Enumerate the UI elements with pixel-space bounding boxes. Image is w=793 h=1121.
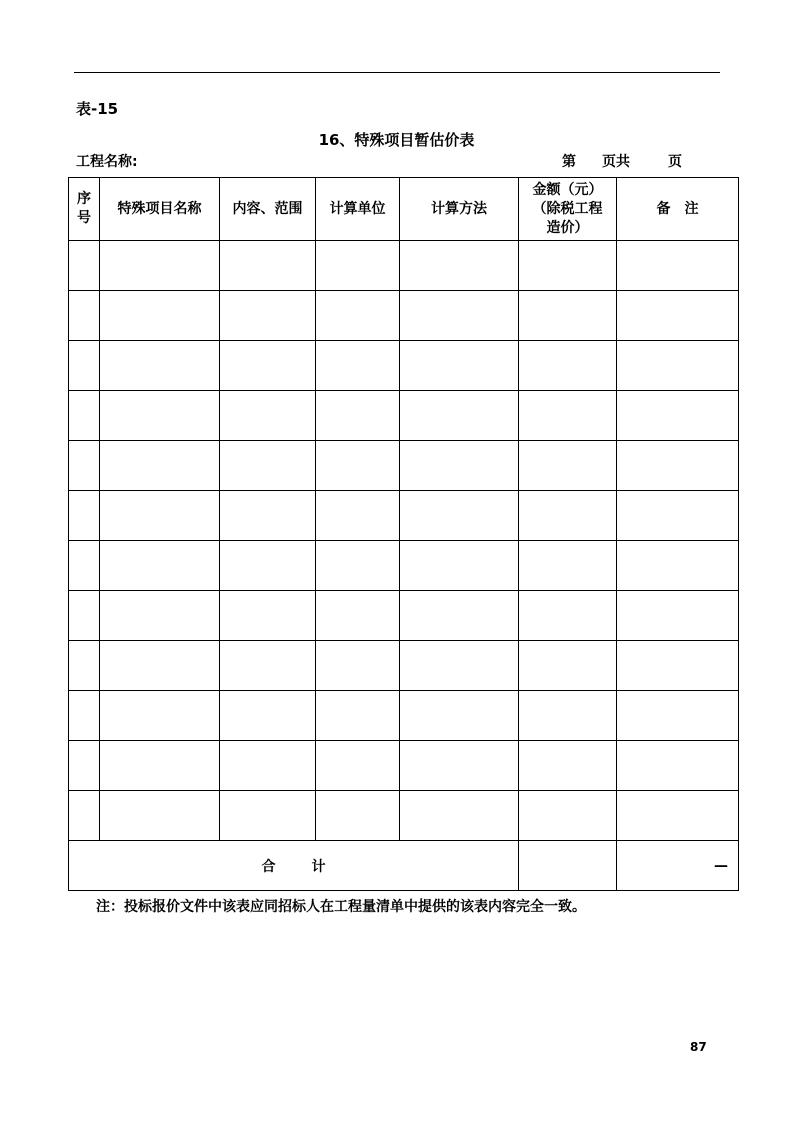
total-label xyxy=(69,841,519,891)
col-method-header: 计算方法 xyxy=(400,178,519,241)
page-title: 16、特殊项目暂估价表 xyxy=(318,131,475,149)
table-row xyxy=(69,641,739,691)
table-cell[interactable] xyxy=(400,391,519,441)
footnote: 注：投标报价文件中该表应同招标人在工程量清单中提供的该表内容完全一致。 xyxy=(96,899,586,915)
table-cell[interactable] xyxy=(316,541,400,591)
table-cell[interactable] xyxy=(617,291,739,341)
table-cell[interactable] xyxy=(617,241,739,291)
table-cell[interactable] xyxy=(400,591,519,641)
table-row xyxy=(69,791,739,841)
table-cell[interactable] xyxy=(617,741,739,791)
table-row xyxy=(69,441,739,491)
table-cell[interactable] xyxy=(617,691,739,741)
table-cell[interactable] xyxy=(400,491,519,541)
table-cell[interactable] xyxy=(220,341,316,391)
table-cell[interactable] xyxy=(100,541,220,591)
table-cell[interactable] xyxy=(220,391,316,441)
table-cell[interactable] xyxy=(400,341,519,391)
table-cell[interactable] xyxy=(617,591,739,641)
col-item-name-header: 特殊项目名称 xyxy=(100,178,220,241)
table-row xyxy=(69,291,739,341)
table-cell[interactable] xyxy=(100,791,220,841)
header-row xyxy=(69,178,739,241)
table-cell[interactable] xyxy=(316,291,400,341)
table-cell[interactable] xyxy=(400,241,519,291)
page-number: 87 xyxy=(690,1040,707,1054)
table-cell[interactable] xyxy=(220,541,316,591)
col-amount-line2: （除税工程 xyxy=(532,200,603,217)
table-cell[interactable] xyxy=(100,391,220,441)
table-cell[interactable] xyxy=(316,241,400,291)
table-cell[interactable] xyxy=(69,241,100,291)
table-row xyxy=(69,591,739,641)
table-cell[interactable] xyxy=(69,291,100,341)
table-cell[interactable] xyxy=(220,691,316,741)
table-cell[interactable] xyxy=(69,541,100,591)
table-cell[interactable] xyxy=(617,341,739,391)
table-cell[interactable] xyxy=(69,391,100,441)
table-cell[interactable] xyxy=(316,341,400,391)
table-cell[interactable] xyxy=(220,641,316,691)
table-cell[interactable] xyxy=(617,541,739,591)
table-cell[interactable] xyxy=(69,741,100,791)
table-row xyxy=(69,491,739,541)
table-cell[interactable] xyxy=(519,241,617,291)
table-cell[interactable] xyxy=(220,591,316,641)
table-cell[interactable] xyxy=(400,441,519,491)
table-label: 表-15 xyxy=(76,100,119,118)
page-prefix: 第 xyxy=(562,154,576,170)
table-row xyxy=(69,391,739,441)
total-remark-dash: — xyxy=(617,841,739,891)
col-seq-header xyxy=(69,178,100,241)
table-row xyxy=(69,241,739,291)
col-amount-line1: 金额（元） xyxy=(532,181,603,198)
table-cell[interactable] xyxy=(617,391,739,441)
table-cell[interactable] xyxy=(519,791,617,841)
col-seq-line1: 序 xyxy=(77,191,91,207)
table-cell[interactable] xyxy=(220,241,316,291)
col-unit-header: 计算单位 xyxy=(316,178,400,241)
table-cell[interactable] xyxy=(316,791,400,841)
table-cell[interactable] xyxy=(100,491,220,541)
table-cell[interactable] xyxy=(400,791,519,841)
table-cell[interactable] xyxy=(220,491,316,541)
table-cell[interactable] xyxy=(316,491,400,541)
table-cell[interactable] xyxy=(316,591,400,641)
table-cell[interactable] xyxy=(220,291,316,341)
table-row xyxy=(69,741,739,791)
table-cell[interactable] xyxy=(316,741,400,791)
page-middle: 页共 xyxy=(602,154,630,170)
total-row xyxy=(69,841,739,891)
table-cell[interactable] xyxy=(519,441,617,491)
table-cell[interactable] xyxy=(220,441,316,491)
table-cell[interactable] xyxy=(617,491,739,541)
table-cell[interactable] xyxy=(69,591,100,641)
table-cell[interactable] xyxy=(69,441,100,491)
table-cell[interactable] xyxy=(316,391,400,441)
table-cell[interactable] xyxy=(69,691,100,741)
table-cell[interactable] xyxy=(100,341,220,391)
table-cell[interactable] xyxy=(519,341,617,391)
table-cell[interactable] xyxy=(400,741,519,791)
table-cell[interactable] xyxy=(100,591,220,641)
table-row xyxy=(69,541,739,591)
total-label-right: 计 xyxy=(311,858,326,875)
project-name-label: 工程名称: xyxy=(76,154,138,170)
table-cell[interactable] xyxy=(519,591,617,641)
table-row xyxy=(69,341,739,391)
total-label-left: 合 xyxy=(261,858,276,875)
table-cell[interactable] xyxy=(316,641,400,691)
table-cell[interactable] xyxy=(519,691,617,741)
table-cell[interactable] xyxy=(519,541,617,591)
table-cell[interactable] xyxy=(519,391,617,441)
page-suffix: 页 xyxy=(668,154,682,170)
col-amount-header xyxy=(519,178,617,241)
table-cell[interactable] xyxy=(519,491,617,541)
table-cell[interactable] xyxy=(519,641,617,691)
table-cell[interactable] xyxy=(400,541,519,591)
col-remark-header: 备 注 xyxy=(617,178,739,241)
table-cell[interactable] xyxy=(220,741,316,791)
table-cell[interactable] xyxy=(617,441,739,491)
table-cell[interactable] xyxy=(519,291,617,341)
table-cell[interactable] xyxy=(69,641,100,691)
table-cell[interactable] xyxy=(400,291,519,341)
table-cell[interactable] xyxy=(100,691,220,741)
table-cell[interactable] xyxy=(100,741,220,791)
special-items-table xyxy=(68,177,739,891)
table-cell[interactable] xyxy=(100,241,220,291)
table-cell[interactable] xyxy=(69,341,100,391)
total-amount-cell[interactable] xyxy=(519,841,617,891)
table-cell[interactable] xyxy=(316,691,400,741)
table-cell[interactable] xyxy=(617,641,739,691)
col-seq-line2: 号 xyxy=(77,210,91,226)
table-cell[interactable] xyxy=(69,491,100,541)
table-cell[interactable] xyxy=(617,791,739,841)
table-cell[interactable] xyxy=(220,791,316,841)
table-cell[interactable] xyxy=(100,441,220,491)
col-scope-header: 内容、范围 xyxy=(220,178,316,241)
table-cell[interactable] xyxy=(519,741,617,791)
table-cell[interactable] xyxy=(100,641,220,691)
table-cell[interactable] xyxy=(100,291,220,341)
col-amount-line3: 造价） xyxy=(546,219,589,236)
table-cell[interactable] xyxy=(400,691,519,741)
table-cell[interactable] xyxy=(69,791,100,841)
table-row xyxy=(69,691,739,741)
table-cell[interactable] xyxy=(400,641,519,691)
table-cell[interactable] xyxy=(316,441,400,491)
top-rule xyxy=(74,72,720,73)
